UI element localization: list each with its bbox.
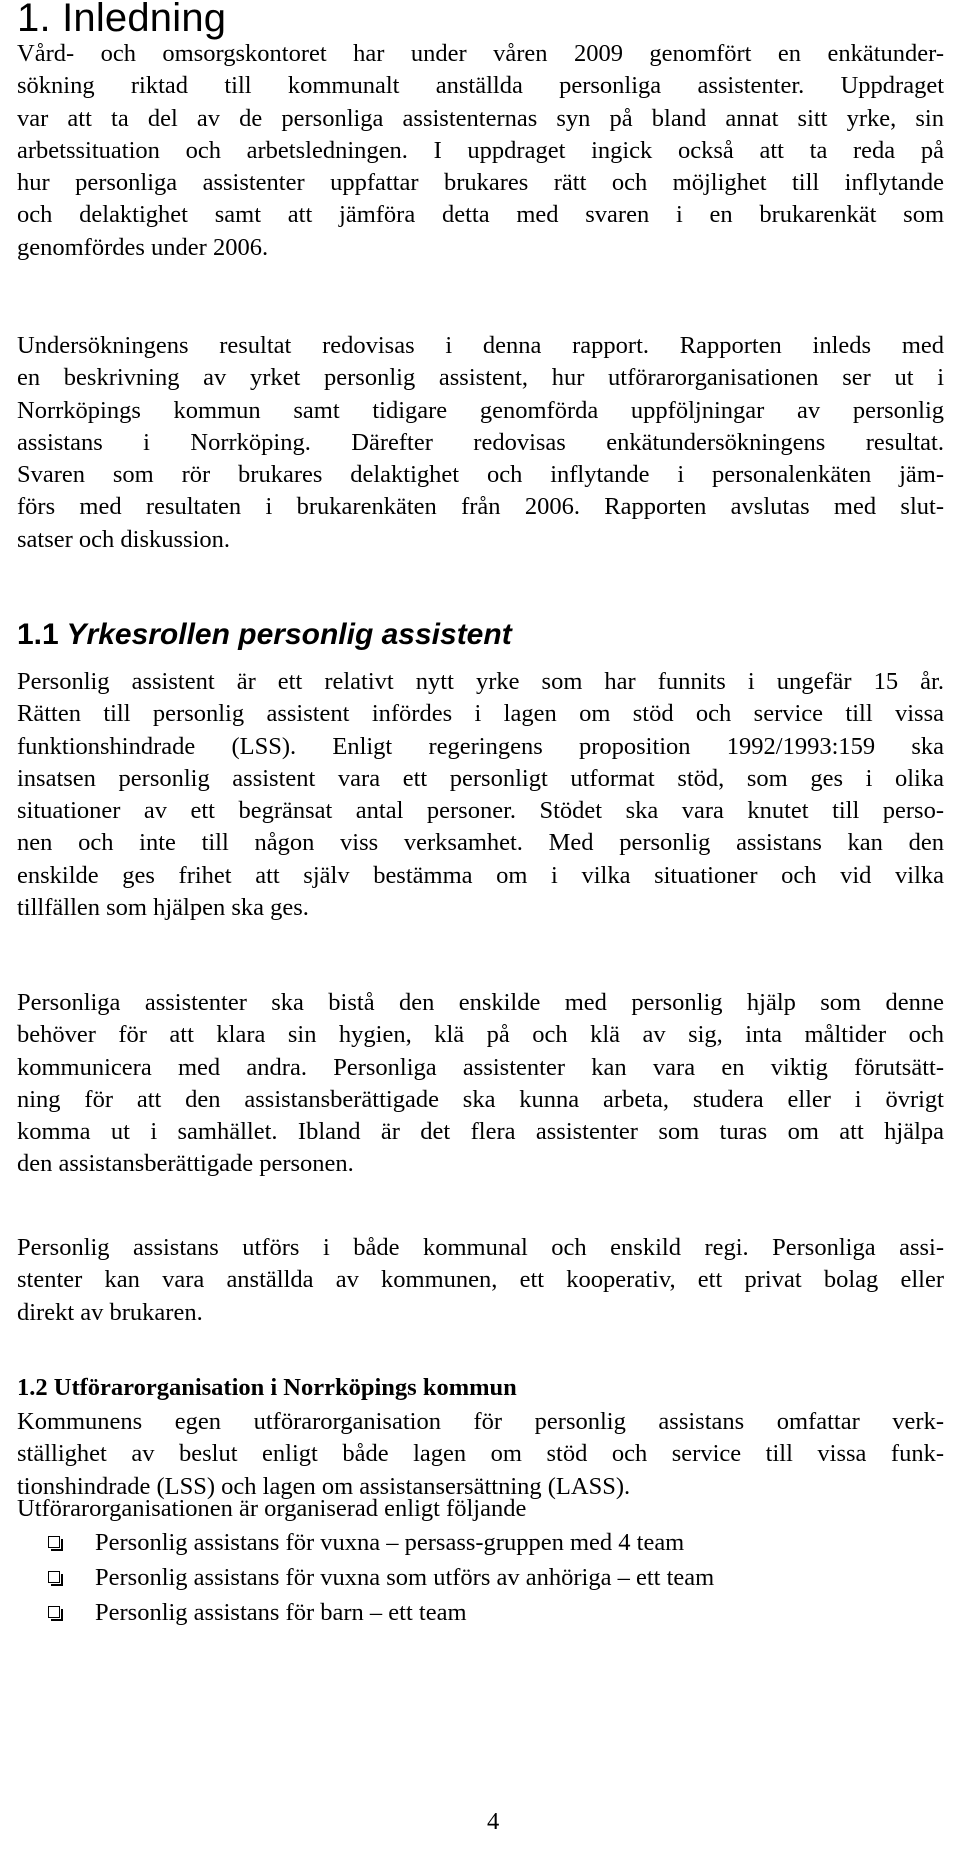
text-line: den assistansberättigade personen. [17,1150,354,1178]
text-line: Vård- och omsorgskontoret har under våren 2009 genomfört en enkätunder- [17,40,944,67]
text-line: Norrköpings kommun samt tidigare genomförda uppföljningar av personlig [17,396,944,424]
text-line: behöver för att klara sin hygien, klä på och klä av sig, inta måltider och [17,1021,944,1049]
section-number: 1.1 [17,618,59,651]
duties-paragraph [17,987,944,1181]
text-line: Utförarorganisationen är organiserad enligt följande [17,1495,527,1522]
checkbox-bullet-icon [48,1536,60,1548]
list-item-text: Personlig assistans för vuxna som utförs av anhöriga – ett team [95,1564,715,1591]
text-line: Personlig assistent är ett relativt nytt yrke som har funnits i ungefär 15 år. [17,668,944,695]
organisation-paragraph [17,1406,944,1503]
text-line: tillfällen som hjälpen ska ges. [17,894,309,922]
intro-paragraph [17,38,944,264]
list-item-text: Personlig assistans för barn – ett team [95,1599,467,1626]
text-line: kommunicera med andra. Personliga assistenter kan vara en viktig förutsätt- [17,1053,944,1081]
text-line: Rätten till personlig assistent infördes i lagen om stöd och service till vissa [17,700,944,728]
page-number: 4 [487,1808,500,1835]
list-item-text: Personlig assistans för vuxna – persass-gruppen med 4 team [95,1529,685,1556]
text-line: tionshindrade (LSS) och lagen om assistansersättning (LASS). [17,1472,631,1500]
organisation-intro [17,1493,944,1525]
text-line: funktionshindrade (LSS). Enligt regeringens proposition 1992/1993:159 ska [17,732,944,760]
section-heading-1-1 [17,618,512,652]
text-line: och delaktighet samt att jämföra detta med svaren i en brukarenkät som [17,201,944,229]
text-line: Undersökningens resultat redovisas i denna rapport. Rapporten inleds med [17,332,944,359]
text-line: var att ta del av de personliga assistenternas syn på bland annat sitt yrke, sin [17,104,944,132]
text-line: genomfördes under 2006. [17,233,269,261]
text-line: arbetssituation och arbetsledningen. I uppdraget ingick också att ta reda på [17,136,944,164]
list-item [17,1525,714,1560]
text-line: enskilde ges frihet att själv bestämma om i vilka situationer och vid vilka [17,861,944,889]
text-line: nen och inte till någon viss verksamhet. Med personlig assistans kan den [17,829,944,857]
section-heading-1-2: 1.2 Utförarorganisation i Norrköpings kommun [17,1374,517,1401]
team-list [17,1525,714,1630]
chapter-heading: 1. Inledning [17,0,227,40]
text-line: sökning riktad till kommunalt anställda personliga assistenter. Uppdraget [17,72,944,100]
text-line: situationer av ett begränsat antal personer. Stödet ska vara knutet till perso- [17,797,944,825]
text-line: assistans i Norrköping. Därefter redovisas enkätundersökningens resultat. [17,428,944,456]
checkbox-bullet-icon [48,1606,60,1618]
employment-paragraph [17,1232,944,1329]
text-line: Personlig assistans utförs i både kommunal och enskild regi. Personliga assi- [17,1234,944,1261]
section-title: Yrkesrollen personlig assistent [66,618,512,651]
text-line: förs med resultaten i brukarenkäten från 2006. Rapporten avslutas med slut- [17,493,944,521]
text-line: ställighet av beslut enligt både lagen om stöd och service till vissa funk- [17,1440,944,1468]
text-line: Personliga assistenter ska bistå den enskilde med personlig hjälp som denne [17,989,944,1016]
text-line: satser och diskussion. [17,525,230,553]
text-line: hur personliga assistenter uppfattar brukares rätt och möjlighet till inflytande [17,169,944,197]
list-item [17,1595,714,1630]
text-line: Svaren som rör brukares delaktighet och inflytande i personalenkäten jäm- [17,461,944,489]
list-item [17,1560,714,1595]
report-overview-paragraph [17,330,944,556]
checkbox-bullet-icon [48,1571,60,1583]
text-line: komma ut i samhället. Ibland är det flera assistenter som turas om att hjälpa [17,1118,944,1146]
role-paragraph [17,666,944,924]
text-line: ning för att den assistansberättigade ska kunna arbeta, studera eller i övrigt [17,1085,944,1113]
text-line: Kommunens egen utförarorganisation för personlig assistans omfattar verk- [17,1408,944,1435]
text-line: insatsen personlig assistent vara ett personligt utformat stöd, som ges i olika [17,764,944,792]
text-line: direkt av brukaren. [17,1298,203,1326]
text-line: en beskrivning av yrket personlig assistent, hur utförarorganisationen ser ut i [17,364,944,392]
text-line: stenter kan vara anställda av kommunen, ett kooperativ, ett privat bolag eller [17,1266,944,1294]
